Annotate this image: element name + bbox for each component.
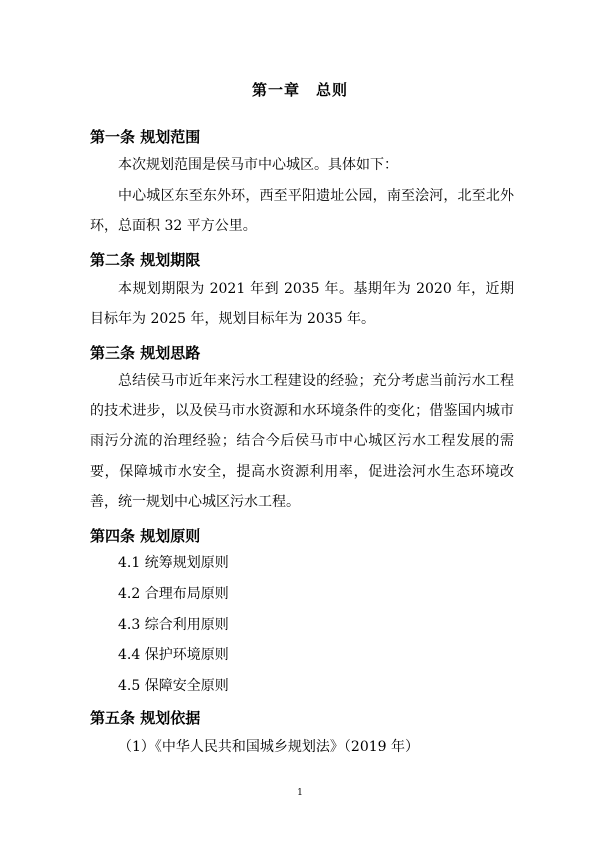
list-item-principle-2: 4.2 合理布局原则 — [118, 586, 229, 602]
list-item-basis-1: （1）《中华人民共和国城乡规划法》（2019 年） — [118, 739, 419, 755]
paragraph-scope-detail: 中心城区东至东外环，西至平阳遗址公园，南至浍河，北至北外环，总面积 32 平方公里。 — [90, 188, 514, 235]
section-heading-scope: 第一条 规划范围 — [90, 128, 201, 146]
paragraph-approach: 总结侯马市近年来污水工程建设的经验；充分考虑当前污水工程的技术进步，以及侯马市水资源和水环境条件的变化；借鉴国内城市雨污分流的治理经验；结合今后侯马市中心城区污水工程发展的需要，保障城市水安全，提高水资源利用率，促进浍河水生态环境改善，统一规划中心城区污水工程。 — [90, 373, 514, 510]
section-heading-period: 第二条 规划期限 — [90, 251, 201, 269]
section-heading-basis: 第五条 规划依据 — [90, 709, 201, 727]
section-heading-principles: 第四条 规划原则 — [90, 527, 201, 545]
list-item-principle-4: 4.4 保护环境原则 — [118, 647, 229, 663]
section-heading-approach: 第三条 规划思路 — [90, 344, 201, 362]
paragraph-scope-intro: 本次规划范围是侯马市中心城区。具体如下： — [118, 157, 398, 173]
page-number: 1 — [297, 788, 303, 798]
list-item-principle-3: 4.3 综合利用原则 — [118, 617, 229, 633]
list-item-principle-1: 4.1 统筹规划原则 — [118, 555, 229, 571]
paragraph-period: 本规划期限为 2021 年到 2035 年。基期年为 2020 年，近期目标年为 2025 年，规划目标年为 2035 年。 — [90, 281, 514, 328]
list-item-principle-5: 4.5 保障安全原则 — [118, 678, 229, 694]
chapter-title: 第一章 总则 — [251, 81, 348, 99]
